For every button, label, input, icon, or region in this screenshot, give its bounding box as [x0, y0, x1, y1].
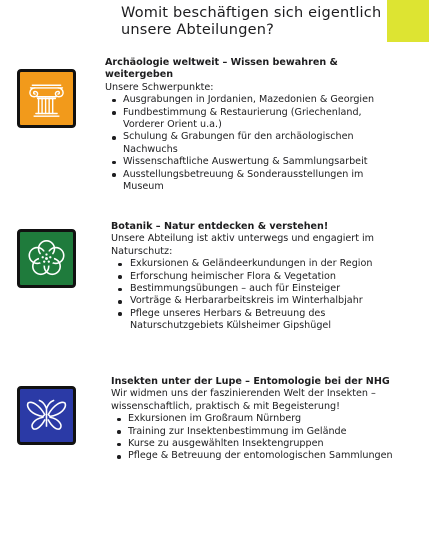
section-heading: Archäologie weltweit – Wissen bewahren & weitergeben	[105, 57, 338, 81]
list-item: Vorträge & Herbararbeitskreis im Winterhalbjahr	[111, 295, 411, 307]
list-item: Pflege & Betreuung der entomologischen Sammlungen	[111, 450, 411, 462]
butterfly-icon	[17, 386, 76, 445]
list-item: Fundbestimmung & Restaurierung (Griechenland, Vorderer Orient u.a.)	[105, 107, 405, 132]
list-item: Kurse zu ausgewählten Insektengruppen	[111, 438, 411, 450]
list-item: Erforschung heimischer Flora & Vegetation	[111, 271, 411, 283]
list-item: Training zur Insektenbestimmung im Gelände	[111, 426, 411, 438]
ionic-column-icon	[17, 69, 76, 128]
list-item: Exkursionen im Großraum Nürnberg	[111, 413, 411, 425]
page-title: Womit beschäftigen sich eigentlich unsere Abteilungen?	[121, 5, 382, 38]
list-item: Pflege unseres Herbars & Betreuung des Naturschutzgebiets Külsheimer Gipshügel	[111, 308, 411, 333]
list-item: Schulung & Grabungen für den archäologischen Nachwuchs	[105, 131, 405, 156]
section-archaeology	[105, 57, 405, 193]
list-item: Bestimmungsübungen – auch für Einsteiger	[111, 283, 411, 295]
list-item: Wissenschaftliche Auswertung & Sammlungsarbeit	[105, 156, 405, 168]
section-botany	[111, 221, 411, 333]
section-list	[105, 94, 405, 193]
accent-corner	[387, 0, 429, 42]
section-intro: Unsere Abteilung ist aktiv unterwegs und engagiert im Naturschutz:	[111, 233, 375, 257]
list-item: Ausstellungsbetreuung & Sonderausstellungen im Museum	[105, 169, 405, 194]
section-intro: Unsere Schwerpunkte:	[105, 81, 214, 93]
section-list	[111, 413, 411, 463]
list-item: Exkursionen & Geländeerkundungen in der Region	[111, 258, 411, 270]
flower-icon	[17, 229, 76, 288]
section-heading: Botanik – Natur entdecken & verstehen!	[111, 221, 329, 232]
section-intro: Wir widmen uns der faszinierenden Welt der Insekten – wissenschaftlich, praktisch & mit Begeisterung!	[111, 388, 376, 412]
section-list	[111, 258, 411, 332]
section-heading: Insekten unter der Lupe – Entomologie bei der NHG	[111, 376, 390, 387]
section-entomology	[111, 376, 411, 463]
list-item: Ausgrabungen in Jordanien, Mazedonien & Georgien	[105, 94, 405, 106]
